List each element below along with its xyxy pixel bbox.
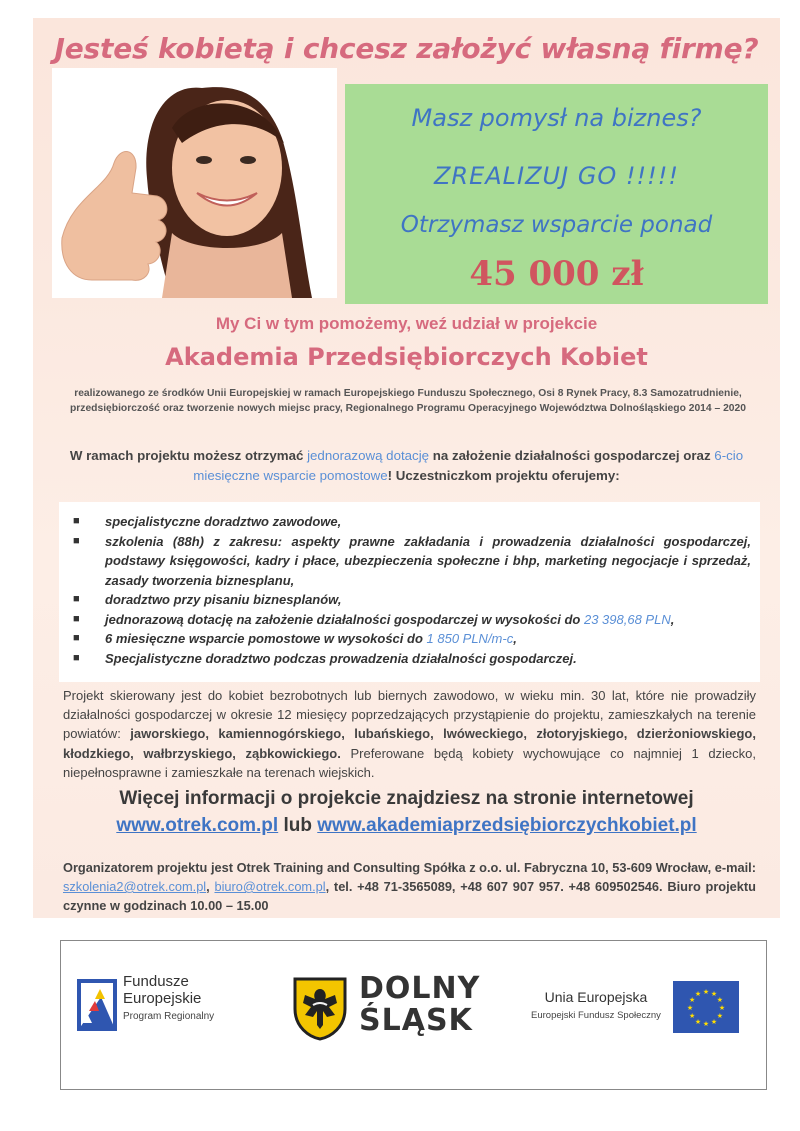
offer-text: doradztwo przy pisaniu biznesplanów, <box>105 592 342 607</box>
unia-europejska-text <box>531 989 661 1021</box>
offer-text: szkolenia (88h) z zakresu: aspekty prawne zakładania i prowadzenia działalności gospodarczej, podstawy księgowości, kadry i płace, ubezpieczenia społeczne i bhp, marketing negocjacje i sprzedaż, zasady tworzenia biznesplanu, <box>105 533 751 588</box>
bullet-icon: ■ <box>73 612 80 625</box>
intro-text: ! Uczestniczkom projektu oferujemy: <box>387 468 620 483</box>
link-separator: lub <box>278 815 318 836</box>
eu-star-icon: ★ <box>694 990 702 999</box>
woman-thumbs-up-photo <box>52 68 337 298</box>
promo-amount: 45 000 zł <box>469 254 644 294</box>
offer-list <box>73 512 751 668</box>
promo-line-support: Otrzymasz wsparcie ponad <box>400 212 713 238</box>
bullet-icon: ■ <box>73 651 80 664</box>
eu-star-icon: ★ <box>689 1012 696 1020</box>
intro-highlight-grant: jednorazową dotację <box>307 448 430 463</box>
offer-text: Specjalistyczne doradztwo podczas prowadzenia działalności gospodarczej. <box>105 650 577 666</box>
fundusze-europejskie-logo-icon <box>75 977 119 1033</box>
bridge-support-amount: 1 850 PLN/m-c <box>426 631 514 646</box>
organizer-text: Organizatorem projektu jest Otrek Training and Consulting Spółka z o.o. ul. Fabryczna 10, 53-609 Wrocław, e-mail: <box>63 860 756 875</box>
fe-line1: Fundusze <box>123 973 189 990</box>
website-links <box>33 815 780 837</box>
eu-star-icon: ★ <box>718 1004 726 1012</box>
eu-star-icon: ★ <box>710 990 718 999</box>
bullet-icon: ■ <box>73 593 80 605</box>
eu-star-icon: ★ <box>686 1004 694 1012</box>
offer-text: 6 miesięczne wsparcie pomostowe w wysokości do <box>105 631 427 646</box>
subheading: My Ci w tym pomożemy, weź udział w projekcie <box>215 314 598 333</box>
offer-text: jednorazową dotację na założenie działalności gospodarczej w wysokości do <box>105 611 584 627</box>
list-item <box>73 512 751 532</box>
eu-star-icon: ★ <box>710 1017 718 1026</box>
poster <box>33 18 780 918</box>
dolny-line2: ŚLĄSK <box>359 1003 473 1038</box>
email-link-office[interactable]: biuro@otrek.com.pl <box>214 879 326 894</box>
funding-text: realizowanego ze środków Unii Europejskiej w ramach Europejskiego Funduszu Społecznego, Osi 8 Rynek Pracy, 8.3 Samozatrudnienie, przedsiębiorczość oraz tworzenie nowych miejsc pracy, Regionalnego Programu Operacyjnego Województwa Dolnośląskiego 2014 – 2020 <box>70 388 746 414</box>
intro-text: W ramach projektu możesz otrzymać <box>69 448 308 463</box>
offer-box <box>59 502 760 682</box>
organizer-text: , tel. +48 71-3565089, +48 607 907 957. +48 609502546. Biuro projektu czynne w godzinach 10.00 – 15.00 <box>63 879 756 913</box>
more-info-heading: Więcej informacji o projekcie znajdziesz na stronie internetowej <box>119 788 694 809</box>
ue-line2: Europejski Fundusz Społeczny <box>531 1010 661 1021</box>
intro-text: na założenie działalności gospodarczej oraz <box>429 448 715 463</box>
fe-line2: Europejskie <box>123 990 202 1007</box>
offer-suffix: , <box>513 631 517 646</box>
list-item <box>73 590 751 610</box>
list-item <box>73 629 751 649</box>
grant-amount: 23 398,68 PLN <box>583 611 671 627</box>
project-website-link[interactable]: www.akademiaprzedsiębiorczychkobiet.pl <box>317 815 697 836</box>
target-text: Projekt skierowany jest do kobiet bezrobotnych lub biernych zawodowo, w wieku min. 30 lat, które nie prowadziły działalności gospodarczej w okresie 12 miesięcy poprzedzających przystąpienie do projektu, zamieszkałych na terenie powiatów: <box>63 688 756 742</box>
bullet-icon: ■ <box>73 515 80 527</box>
promo-box <box>345 84 768 304</box>
logo-bar <box>60 940 767 1090</box>
ue-line1: Unia Europejska <box>544 989 648 1005</box>
target-text: Preferowane będą kobiety wychowujące co najmniej 1 dziecko, niepełnosprawne i zamieszkałe na terenach wiejskich. <box>63 745 757 780</box>
eu-star-icon: ★ <box>702 1020 710 1028</box>
eu-star-icon: ★ <box>694 1017 702 1026</box>
dolny-slask-logo <box>359 973 480 1037</box>
eu-star-icon: ★ <box>689 996 696 1004</box>
otrek-website-link[interactable]: www.otrek.com.pl <box>116 815 279 836</box>
eu-star-icon: ★ <box>716 1012 723 1020</box>
fe-line3: Program Regionalny <box>123 1011 215 1022</box>
project-name: Akademia Przedsiębiorczych Kobiet <box>165 343 648 371</box>
eu-star-icon: ★ <box>716 996 723 1004</box>
intro-highlight-bridge-support: 6-cio miesięczne wsparcie pomostowe <box>193 448 744 483</box>
eu-star-icon: ★ <box>702 988 710 996</box>
list-item <box>73 610 751 630</box>
headline: Jesteś kobietą i chcesz założyć własną firmę? <box>54 32 759 65</box>
target-group-paragraph <box>63 686 756 782</box>
bullet-icon: ■ <box>73 632 80 644</box>
list-item <box>73 649 751 669</box>
promo-line-idea: Masz pomysł na biznes? <box>411 104 702 132</box>
offer-text: specjalistyczne doradztwo zawodowe, <box>105 514 342 529</box>
eu-flag-icon <box>673 981 739 1033</box>
dolny-line1: DOLNY <box>359 971 481 1006</box>
email-separator: , <box>206 879 215 894</box>
offer-suffix: , <box>670 611 675 627</box>
organizer-paragraph <box>63 858 756 915</box>
bullet-icon: ■ <box>73 534 80 547</box>
target-counties: jaworskiego, kamiennogórskiego, lubańskiego, lwóweckiego, złotoryjskiego, dzierżoniowskiego, kłodzkiego, wałbrzyskiego, ząbkowickiego. <box>63 726 756 761</box>
intro-paragraph <box>53 446 760 486</box>
fundusze-europejskie-text <box>123 973 214 1022</box>
eagle-crest-icon <box>291 975 349 1041</box>
email-link-training[interactable]: szkolenia2@otrek.com.pl <box>63 879 207 894</box>
list-item <box>73 532 751 591</box>
promo-line-realize: ZREALIZUJ GO !!!!! <box>433 162 680 190</box>
